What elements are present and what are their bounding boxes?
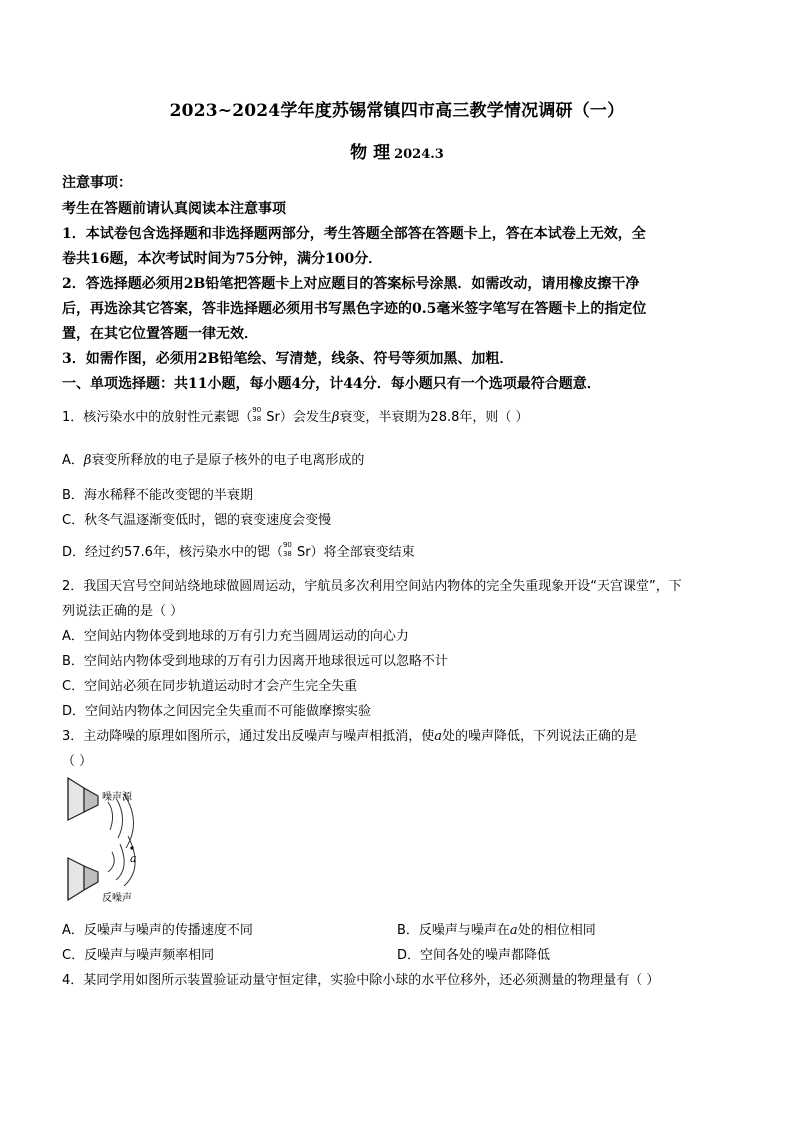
exam-date: 2024.3 [394, 147, 444, 162]
isotope-atomic-number: 38 [252, 415, 262, 423]
notice-item-2-line-3: 置，在其它位置答题一律无效． [62, 326, 258, 342]
q1-option-a [62, 449, 364, 468]
section-1-heading: 一、单项选择题：共11小题，每小题4分，计44分．每小题只有一个选项最符合题意． [62, 376, 601, 392]
subject-line [0, 138, 794, 163]
anti-noise-speaker-icon [68, 858, 98, 900]
noise-speaker-icon [68, 778, 98, 820]
q3-option-b [397, 919, 596, 938]
noise-cancel-figure [62, 772, 158, 906]
exam-title: 2023~2024学年度苏锡常镇四市高三教学情况调研（一） [169, 101, 625, 121]
q3-option-a: A．反噪声与噪声的传播速度不同 [62, 923, 253, 938]
noise-source-label: 噪声源 [102, 792, 132, 803]
q2-option-d: D．空间站内物体之间因完全失重而不可能做摩擦实验 [62, 704, 372, 719]
q4-stem: 4．某同学用如图所示装置验证动量守恒定律，实验中除小球的水平位移外，还必须测量的物理量有（ ） [62, 973, 660, 988]
q1-stem-part-c: 衰变，半衰期为28.8年，则（ ） [339, 410, 529, 425]
isotope-mass-number: 90 [252, 406, 262, 414]
q2-option-b: B．空间站内物体受到地球的万有引力因离开地球很远可以忽略不计 [62, 654, 448, 669]
point-a-variable: a [434, 729, 443, 744]
point-a-label: a [130, 852, 137, 865]
beta-symbol: β [331, 410, 340, 425]
q3-stem-part-a: 3．主动降噪的原理如图所示，通过发出反噪声与噪声相抵消，使 [62, 729, 435, 744]
q3-option-b-part-a: B．反噪声与噪声在 [397, 923, 510, 938]
q2-stem-line-1: 2．我国天宫号空间站绕地球做圆周运动，宇航员多次利用空间站内物体的完全失重现象开设“天宫课堂”，下 [62, 579, 682, 594]
q3-stem-line-2: （ ） [62, 754, 93, 769]
isotope-mass-number: 90 [282, 541, 292, 549]
point-a-marker [130, 846, 133, 849]
beta-symbol: β [83, 453, 92, 468]
notice-heading: 注意事项： [62, 175, 132, 191]
notice-item-1-line-1: 1．本试卷包含选择题和非选择题两部分，考生答题全部答在答题卡上，答在本试卷上无效，全 [62, 226, 646, 242]
anti-noise-label: 反噪声 [102, 893, 132, 904]
q1-stem-part-a: 1．核污染水中的放射性元素锶（ [62, 410, 253, 425]
notice-intro: 考生在答题前请认真阅读本注意事项 [62, 201, 286, 217]
point-a-variable: a [509, 923, 518, 938]
q2-option-a: A．空间站内物体受到地球的万有引力充当圆周运动的向心力 [62, 629, 409, 644]
notice-item-2-line-1: 2．答选择题必须用2B铅笔把答题卡上对应题目的答案标号涂黑．如需改动，请用橡皮擦干净 [62, 276, 640, 292]
q1-stem [62, 406, 529, 425]
isotope-symbol: Sr [296, 545, 311, 560]
q1-option-a-text: 衰变所释放的电子是原子核外的电子电离形成的 [91, 453, 365, 468]
isotope-atomic-number: 38 [282, 550, 292, 558]
q1-option-d-part-a: D．经过约57.6年，核污染水中的锶（ [62, 545, 283, 560]
q2-option-c: C．空间站必须在同步轨道运动时才会产生完全失重 [62, 679, 358, 694]
q3-option-d: D．空间各处的噪声都降低 [397, 948, 551, 963]
q3-option-c: C．反噪声与噪声频率相同 [62, 948, 215, 963]
q1-option-c: C．秋冬气温逐渐变低时，锶的衰变速度会变慢 [62, 513, 332, 528]
q3-option-b-part-b: 处的相位相同 [517, 923, 596, 938]
q1-isotope [252, 406, 266, 423]
q3-stem-line-1 [62, 725, 637, 744]
subject-name: 物 理 [350, 143, 391, 163]
q1-option-d [62, 541, 415, 560]
q1-option-b: B．海水稀释不能改变锶的半衰期 [62, 488, 253, 503]
q1-isotope [282, 541, 297, 558]
q3-stem-part-b: 处的噪声降低，下列说法正确的是 [442, 729, 638, 744]
notice-item-3: 3．如需作图，必须用2B铅笔绘、写清楚，线条、符号等须加黑、加粗． [62, 351, 514, 367]
q1-stem-part-b: ）会发生 [279, 410, 332, 425]
notice-item-2-line-2: 后，再选涂其它答案，答非选择题必须用书写黑色字迹的0.5毫米签字笔写在答题卡上的指定位 [62, 301, 647, 317]
notice-item-1-line-2: 卷共16题，本次考试时间为75分钟，满分100分． [62, 251, 383, 267]
q1-option-a-label: A． [62, 453, 84, 468]
q2-stem-line-2: 列说法正确的是（ ） [62, 604, 184, 619]
q1-option-d-part-b: ）将全部衰变结束 [310, 545, 415, 560]
isotope-symbol: Sr [266, 410, 280, 425]
